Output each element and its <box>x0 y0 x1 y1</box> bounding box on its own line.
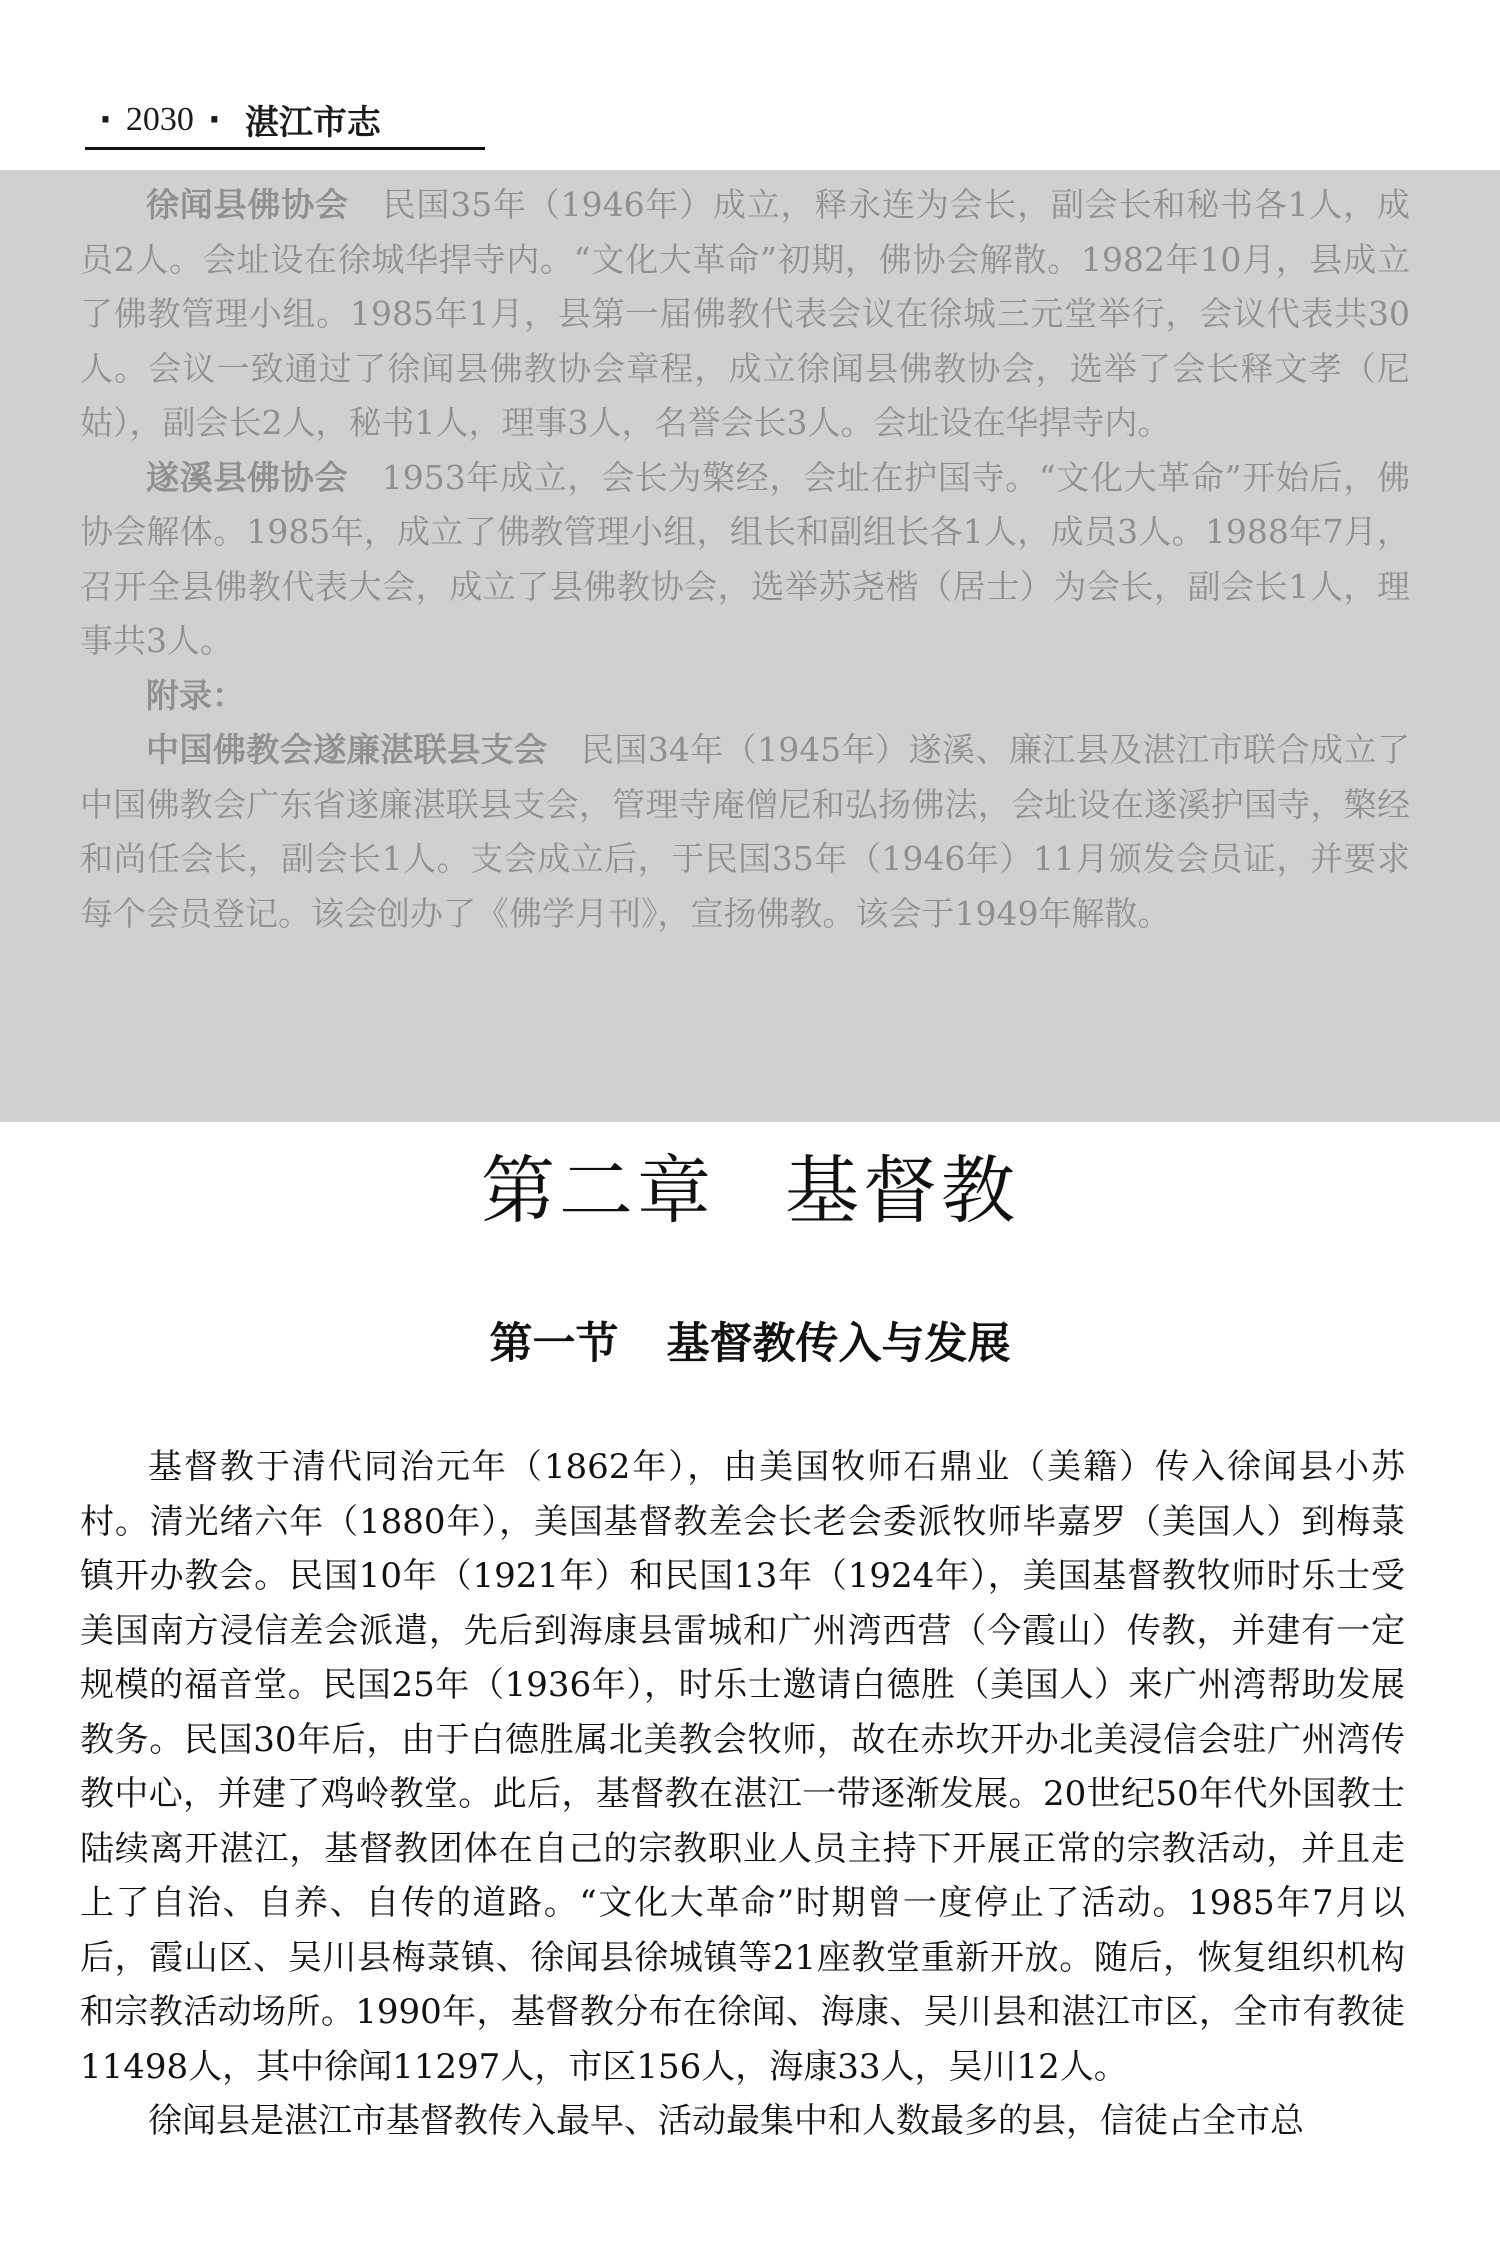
entry-text: 民国35年（1946年）成立，释永连为会长，副会长和秘书各1人，成员2人。会址设在徐城华捍寺内。“文化大革命”初期，佛协会解散。1982年10月，县成立了佛教管理小组。1985年1月，县第一届佛教代表会议在徐城三元堂举行，会议代表共30人。会议一致通过了徐闻县佛教协会章程，成立徐闻县佛教协会，选举了会长释文孝（尼姑），副会长2人，秘书1人，理事3人，名誉会长3人。会址设在华捍寺内。 <box>80 185 1411 442</box>
chapter-number: 第二章 <box>481 1148 715 1234</box>
entry-text: 民国34年（1945年）遂溪、廉江县及湛江市联合成立了中国佛教会广东省遂廉湛联县支会，管理寺庵僧尼和弘扬佛法，会址设在遂溪护国寺，檠经和尚任会长，副会长1人。支会成立后，于民国35年（1946年）11月颁发会员证，并要求每个会员登记。该会创办了《佛学月刊》，宣扬佛教。该会于1949年解散。 <box>80 730 1411 933</box>
entry-text: 1953年成立，会长为檠经，会址在护国寺。“文化大革命”开始后，佛协会解体。1985年，成立了佛教管理小组，组长和副组长各1人，成员3人。1988年7月，召开全县佛教代表大会，成立了县佛教协会，选举苏尧楷（居士）为会长，副会长1人，理事共3人。 <box>80 457 1411 660</box>
page-number: 2030 <box>125 100 194 138</box>
entry-term: 中国佛教会遂廉湛联县支会 <box>146 730 548 769</box>
shaded-section <box>80 178 1410 941</box>
section-title: 基督教传入与发展 <box>666 1319 1011 1369</box>
paragraph: 徐闻县是湛江市基督教传入最早、活动最集中和人数最多的县，信徒占全市总 <box>148 2101 1304 2141</box>
section-number: 第一节 <box>489 1319 619 1369</box>
paragraph <box>80 451 1410 669</box>
header-dot: · <box>99 99 112 140</box>
entry-term: 遂溪县佛协会 <box>146 457 349 497</box>
chapter-title: 基督教 <box>785 1148 1019 1234</box>
paragraph <box>80 669 1410 724</box>
header-dot: · <box>207 99 221 140</box>
paragraph <box>80 178 1410 451</box>
chapter-heading <box>0 1132 1500 1238</box>
entry-term: 徐闻县佛协会 <box>146 185 349 224</box>
appendix-heading: 附录： <box>146 675 245 715</box>
body-text <box>80 1440 1405 2149</box>
paragraph: 基督教于清代同治元年（1862年），由美国牧师石鼎业（美籍）传入徐闻县小苏村。清光绪六年（1880年），美国基督教差会长老会委派牧师毕嘉罗（美国人）到梅菉镇开办教会。民国10年（1921年）和民国13年（1924年），美国基督教牧师时乐士受美国南方浸信差会派遣，先后到海康县雷城和广州湾西营（今霞山）传教，并建有一定规模的福音堂。民国25年（1936年），时乐士邀请白德胜（美国人）来广州湾帮助发展教务。民国30年后，由于白德胜属北美教会牧师，故在赤坎开办北美浸信会驻广州湾传教中心，并建了鸡岭教堂。此后，基督教在湛江一带逐渐发展。20世纪50年代外国教士陆续离开湛江，基督教团体在自己的宗教职业人员主持下开展正常的宗教活动，并且走上了自治、自养、自传的道路。“文化大革命”时期曾一度停止了活动。1985年7月以后，霞山区、吴川县梅菉镇、徐闻县徐城镇等21座教堂重新开放。随后，恢复组织机构和宗教活动场所。1990年，基督教分布在徐闻、海康、吴川县和湛江市区，全市有教徒11498人，其中徐闻11297人，市区156人，海康33人，吴川12人。 <box>80 1447 1405 2087</box>
running-header <box>85 92 485 150</box>
book-title: 湛江市志 <box>244 103 381 143</box>
section-heading <box>0 1310 1500 1371</box>
paragraph <box>80 723 1410 941</box>
